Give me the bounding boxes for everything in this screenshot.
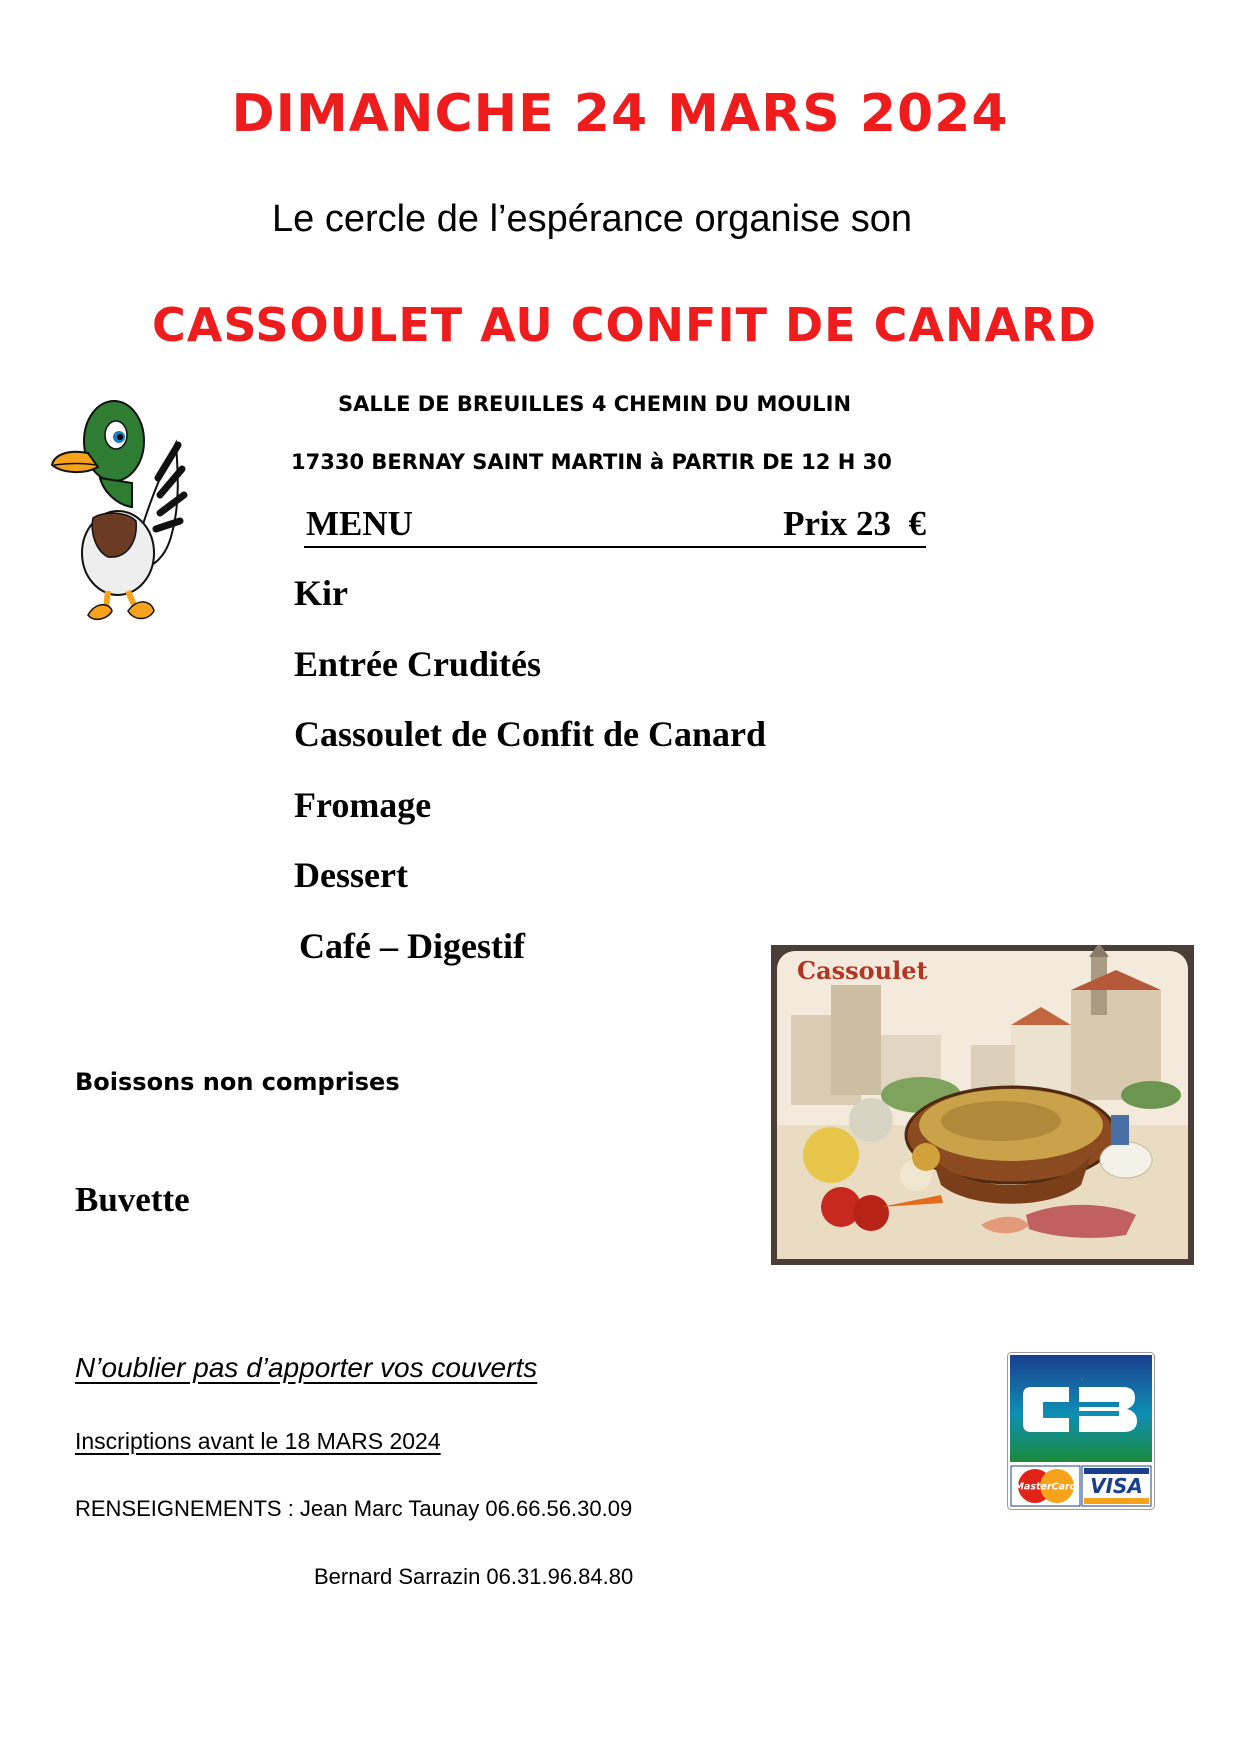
menu-price: Prix 23 € xyxy=(783,504,926,543)
menu-label: MENU xyxy=(306,504,413,543)
cb-label: CB xyxy=(1081,1380,1083,1381)
menu-item: Entrée Crudités xyxy=(294,644,541,684)
menu-item: Dessert xyxy=(294,855,408,895)
bar-label: Buvette xyxy=(75,1180,190,1219)
visa-label: VISA xyxy=(1090,1474,1143,1498)
menu-header xyxy=(304,504,926,548)
date-title: DIMANCHE 24 MARS 2024 xyxy=(231,84,1009,144)
drinks-note: Boissons non comprises xyxy=(75,1068,400,1096)
menu-item: Fromage xyxy=(294,785,432,825)
duck-icon xyxy=(48,383,188,633)
intro-line: Le cercle de l’espérance organise son xyxy=(272,198,913,240)
payment-cards-logo xyxy=(1007,1352,1155,1510)
menu-item: Café – Digestif xyxy=(299,926,525,966)
contact-secondary: Bernard Sarrazin 06.31.96.84.80 xyxy=(314,1564,634,1589)
venue-city-time: 17330 BERNAY SAINT MARTIN à PARTIR DE 12 H 30 xyxy=(291,450,892,474)
registration-note: Inscriptions avant le 18 MARS 2024 xyxy=(75,1428,441,1454)
mastercard-label: MasterCard xyxy=(1014,1481,1077,1493)
menu-item: Kir xyxy=(294,573,348,613)
event-title: CASSOULET AU CONFIT DE CANARD xyxy=(152,298,1097,352)
contact-primary: RENSEIGNEMENTS : Jean Marc Taunay 06.66.56.30.09 xyxy=(75,1496,633,1521)
menu-item: Cassoulet de Confit de Canard xyxy=(294,714,767,754)
cassoulet-picture xyxy=(771,945,1194,1265)
cassoulet-picture-caption: Cassoulet xyxy=(797,956,928,985)
cutlery-note: N’oublier pas d’apporter vos couverts xyxy=(75,1352,538,1383)
venue-address: SALLE DE BREUILLES 4 CHEMIN DU MOULIN xyxy=(338,392,852,416)
